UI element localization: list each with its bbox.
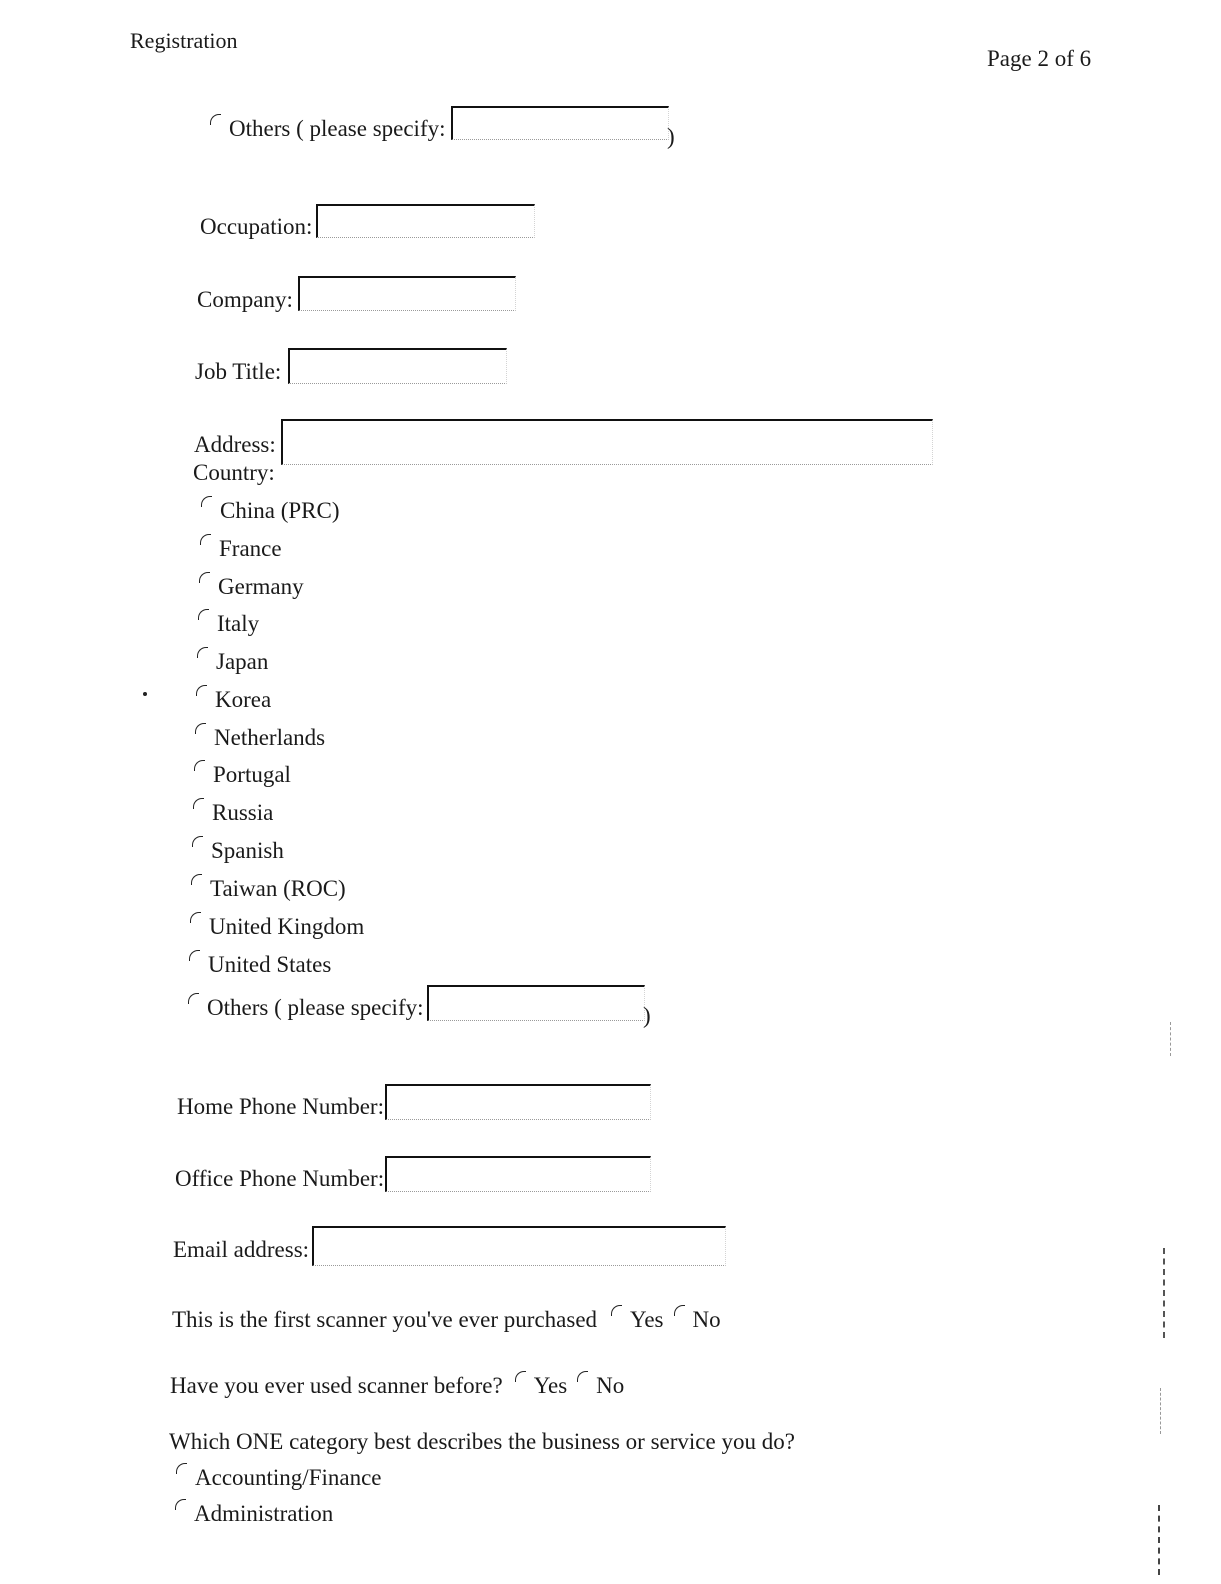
radio-icon[interactable] [176,1463,187,1474]
radio-icon[interactable] [175,1499,186,1510]
radio-icon[interactable] [189,950,200,961]
country-option-label: Netherlands [214,725,326,750]
radio-icon[interactable] [611,1305,622,1316]
radio-icon[interactable] [195,723,206,734]
radio-icon[interactable] [200,534,211,545]
country-option[interactable] [194,760,291,789]
occupation-label: Occupation: [200,214,313,239]
page-header-title: Registration [130,28,238,53]
home-phone-label: Home Phone Number: [177,1094,384,1119]
country-option[interactable] [201,496,339,525]
country-others-input[interactable] [427,985,645,1021]
country-option[interactable] [195,723,325,752]
scan-artifact [1158,1505,1160,1575]
scan-artifact [1160,1388,1161,1434]
country-option-label: Germany [218,574,304,599]
radio-icon[interactable] [188,993,199,1004]
country-option[interactable] [199,572,304,601]
country-option-label: Taiwan (ROC) [210,876,346,901]
first-scanner-yes-option[interactable] [611,1305,663,1334]
company-label: Company: [197,287,293,312]
job-title-input[interactable] [288,348,507,384]
question-category-text: Which ONE category best describes the business or service you do? [169,1429,795,1454]
radio-icon[interactable] [210,114,221,125]
category-option[interactable] [175,1499,333,1528]
address-input[interactable] [281,419,933,465]
no-label: No [596,1373,625,1398]
country-others-option[interactable] [188,993,424,1022]
country-option[interactable] [189,950,331,979]
question-used-before [170,1371,630,1400]
email-label: Email address: [173,1237,310,1262]
country-option[interactable] [200,534,282,563]
radio-icon[interactable] [193,798,204,809]
category-option-label: Accounting/Finance [195,1465,382,1490]
category-option[interactable] [176,1463,382,1492]
radio-icon[interactable] [194,760,205,771]
country-option-label: United States [208,952,332,977]
question-first-scanner-text: This is the first scanner you've ever purchased [172,1306,598,1332]
scan-artifact [1163,1248,1165,1338]
used-before-no-option[interactable] [577,1371,624,1400]
radio-icon[interactable] [515,1371,526,1382]
others-close-paren: ) [667,124,675,149]
no-label: No [692,1307,721,1332]
yes-label: Yes [630,1307,664,1332]
address-label: Address: [194,432,276,457]
office-phone-input[interactable] [385,1156,651,1192]
country-option-label: France [219,536,282,561]
others-specify-input-top[interactable] [451,106,669,140]
company-input[interactable] [298,276,516,311]
job-title-label: Job Title: [195,359,282,384]
country-option[interactable] [190,912,364,941]
country-others-close-paren: ) [643,1003,651,1028]
country-option[interactable] [196,685,271,714]
radio-icon[interactable] [198,609,209,620]
radio-icon[interactable] [196,685,207,696]
country-option[interactable] [192,836,284,865]
country-option[interactable] [197,647,268,676]
country-option-label: Spanish [211,838,284,863]
others-option-top[interactable] [210,114,446,143]
yes-label: Yes [533,1373,568,1398]
radio-icon[interactable] [199,572,210,583]
country-option[interactable] [198,609,259,638]
radio-icon[interactable] [674,1305,685,1316]
radio-icon[interactable] [197,647,208,658]
radio-icon[interactable] [191,874,202,885]
radio-icon[interactable] [577,1371,588,1382]
page-number: Page 2 of 6 [987,46,1092,71]
scan-speck [143,692,147,696]
radio-icon[interactable] [201,496,212,507]
country-label: Country: [193,460,275,485]
country-option-label: China (PRC) [220,498,340,523]
country-option[interactable] [193,798,273,827]
category-option-label: Administration [194,1501,334,1526]
first-scanner-no-option[interactable] [674,1305,721,1334]
country-option[interactable] [191,874,346,903]
country-option-label: United Kingdom [209,914,365,939]
occupation-input[interactable] [316,204,535,238]
others-label: Others ( please specify: [229,116,446,141]
radio-icon[interactable] [190,912,201,923]
country-option-label: Russia [212,800,274,825]
country-option-label: Korea [215,687,272,712]
country-option-label: Portugal [213,762,291,787]
question-used-before-text: Have you ever used scanner before? [170,1372,503,1398]
scan-artifact [1170,1022,1171,1056]
radio-icon[interactable] [192,836,203,847]
country-others-label: Others ( please specify: [207,995,424,1020]
office-phone-label: Office Phone Number: [175,1166,385,1191]
country-option-label: Italy [217,611,260,636]
used-before-yes-option[interactable] [515,1371,567,1400]
email-input[interactable] [312,1226,726,1266]
question-first-scanner [172,1305,727,1334]
country-option-label: Japan [216,649,269,674]
home-phone-input[interactable] [385,1084,651,1120]
